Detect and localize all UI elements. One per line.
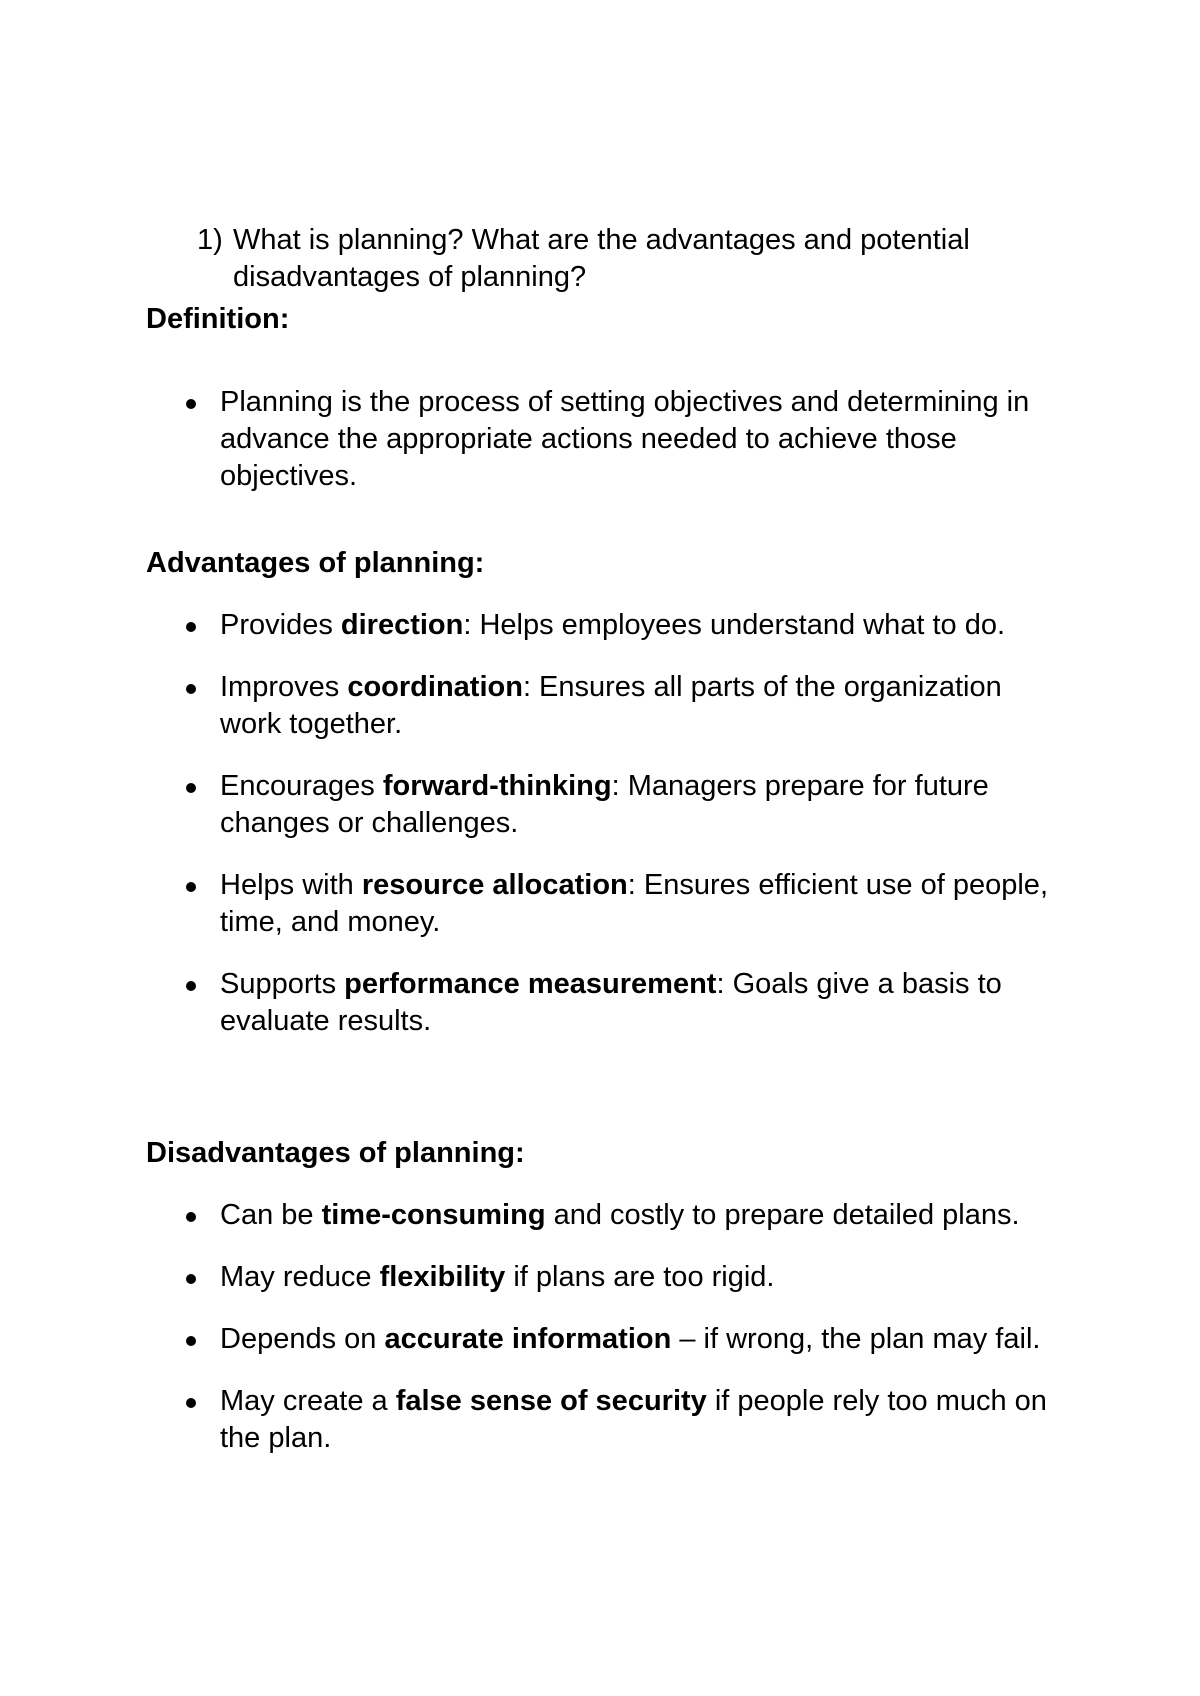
item-text: Improves <box>220 671 348 703</box>
bullet-icon <box>186 1274 196 1284</box>
list-item <box>180 384 1060 495</box>
bullet-icon <box>186 981 196 991</box>
question-number: 1) <box>197 224 223 256</box>
item-text-rest: : Managers prepare for future changes or challenges. <box>220 770 989 839</box>
list-item <box>180 966 1060 1040</box>
item-keyword: coordination <box>347 671 523 703</box>
item-text: May reduce <box>220 1261 380 1293</box>
item-text-rest: : Goals give a basis to evaluate results. <box>220 968 1002 1037</box>
item-text: Depends on <box>220 1323 385 1355</box>
advantages-heading: Advantages of planning: <box>146 547 485 579</box>
item-text: Encourages <box>220 770 383 802</box>
item-text: Provides <box>220 609 341 641</box>
item-text-rest: if plans are too rigid. <box>505 1261 775 1293</box>
item-text: Planning is the process of setting objectives and determining in advance the appropriate actions needed to achieve those objectives. <box>220 386 1030 492</box>
definition-list <box>180 384 1060 520</box>
bullet-icon <box>186 684 196 694</box>
bullet-icon <box>186 1398 196 1408</box>
bullet-icon <box>186 1212 196 1222</box>
list-item <box>180 1259 1060 1296</box>
item-keyword: direction <box>340 609 464 641</box>
item-text-rest: if people rely too much on the plan. <box>220 1385 1047 1454</box>
disadvantages-heading: Disadvantages of planning: <box>146 1137 525 1169</box>
item-keyword: performance measurement <box>344 968 717 1000</box>
item-text-rest: – if wrong, the plan may fail. <box>671 1323 1041 1355</box>
advantages-list <box>180 607 1060 1065</box>
bullet-icon <box>186 1336 196 1346</box>
list-item <box>180 1321 1060 1358</box>
item-text-rest: : Ensures all parts of the organization work together. <box>220 671 1002 740</box>
item-text: May create a <box>220 1385 396 1417</box>
question <box>197 222 1017 296</box>
item-text: Can be <box>220 1199 322 1231</box>
item-text: Supports <box>220 968 345 1000</box>
list-item <box>180 669 1060 743</box>
list-item <box>180 607 1060 644</box>
question-text: What is planning? What are the advantages and potential disadvantages of planning? <box>233 224 970 293</box>
list-item <box>180 867 1060 941</box>
definition-heading: Definition: <box>146 303 290 335</box>
item-text-rest: : Helps employees understand what to do. <box>463 609 1006 641</box>
list-item <box>180 1383 1060 1457</box>
list-item <box>180 1197 1060 1234</box>
bullet-icon <box>186 399 196 409</box>
bullet-icon <box>186 783 196 793</box>
bullet-icon <box>186 622 196 632</box>
item-keyword: false sense of security <box>395 1385 707 1417</box>
item-text: Helps with <box>220 869 362 901</box>
item-keyword: resource allocation <box>361 869 628 901</box>
item-text-rest: : Ensures efficient use of people, time, and money. <box>220 869 1048 938</box>
item-keyword: time-consuming <box>321 1199 546 1231</box>
bullet-icon <box>186 882 196 892</box>
disadvantages-list <box>180 1197 1060 1482</box>
item-keyword: flexibility <box>379 1261 506 1293</box>
list-item <box>180 768 1060 842</box>
item-keyword: forward-thinking <box>382 770 612 802</box>
item-text-rest: and costly to prepare detailed plans. <box>545 1199 1020 1231</box>
item-keyword: accurate information <box>384 1323 672 1355</box>
